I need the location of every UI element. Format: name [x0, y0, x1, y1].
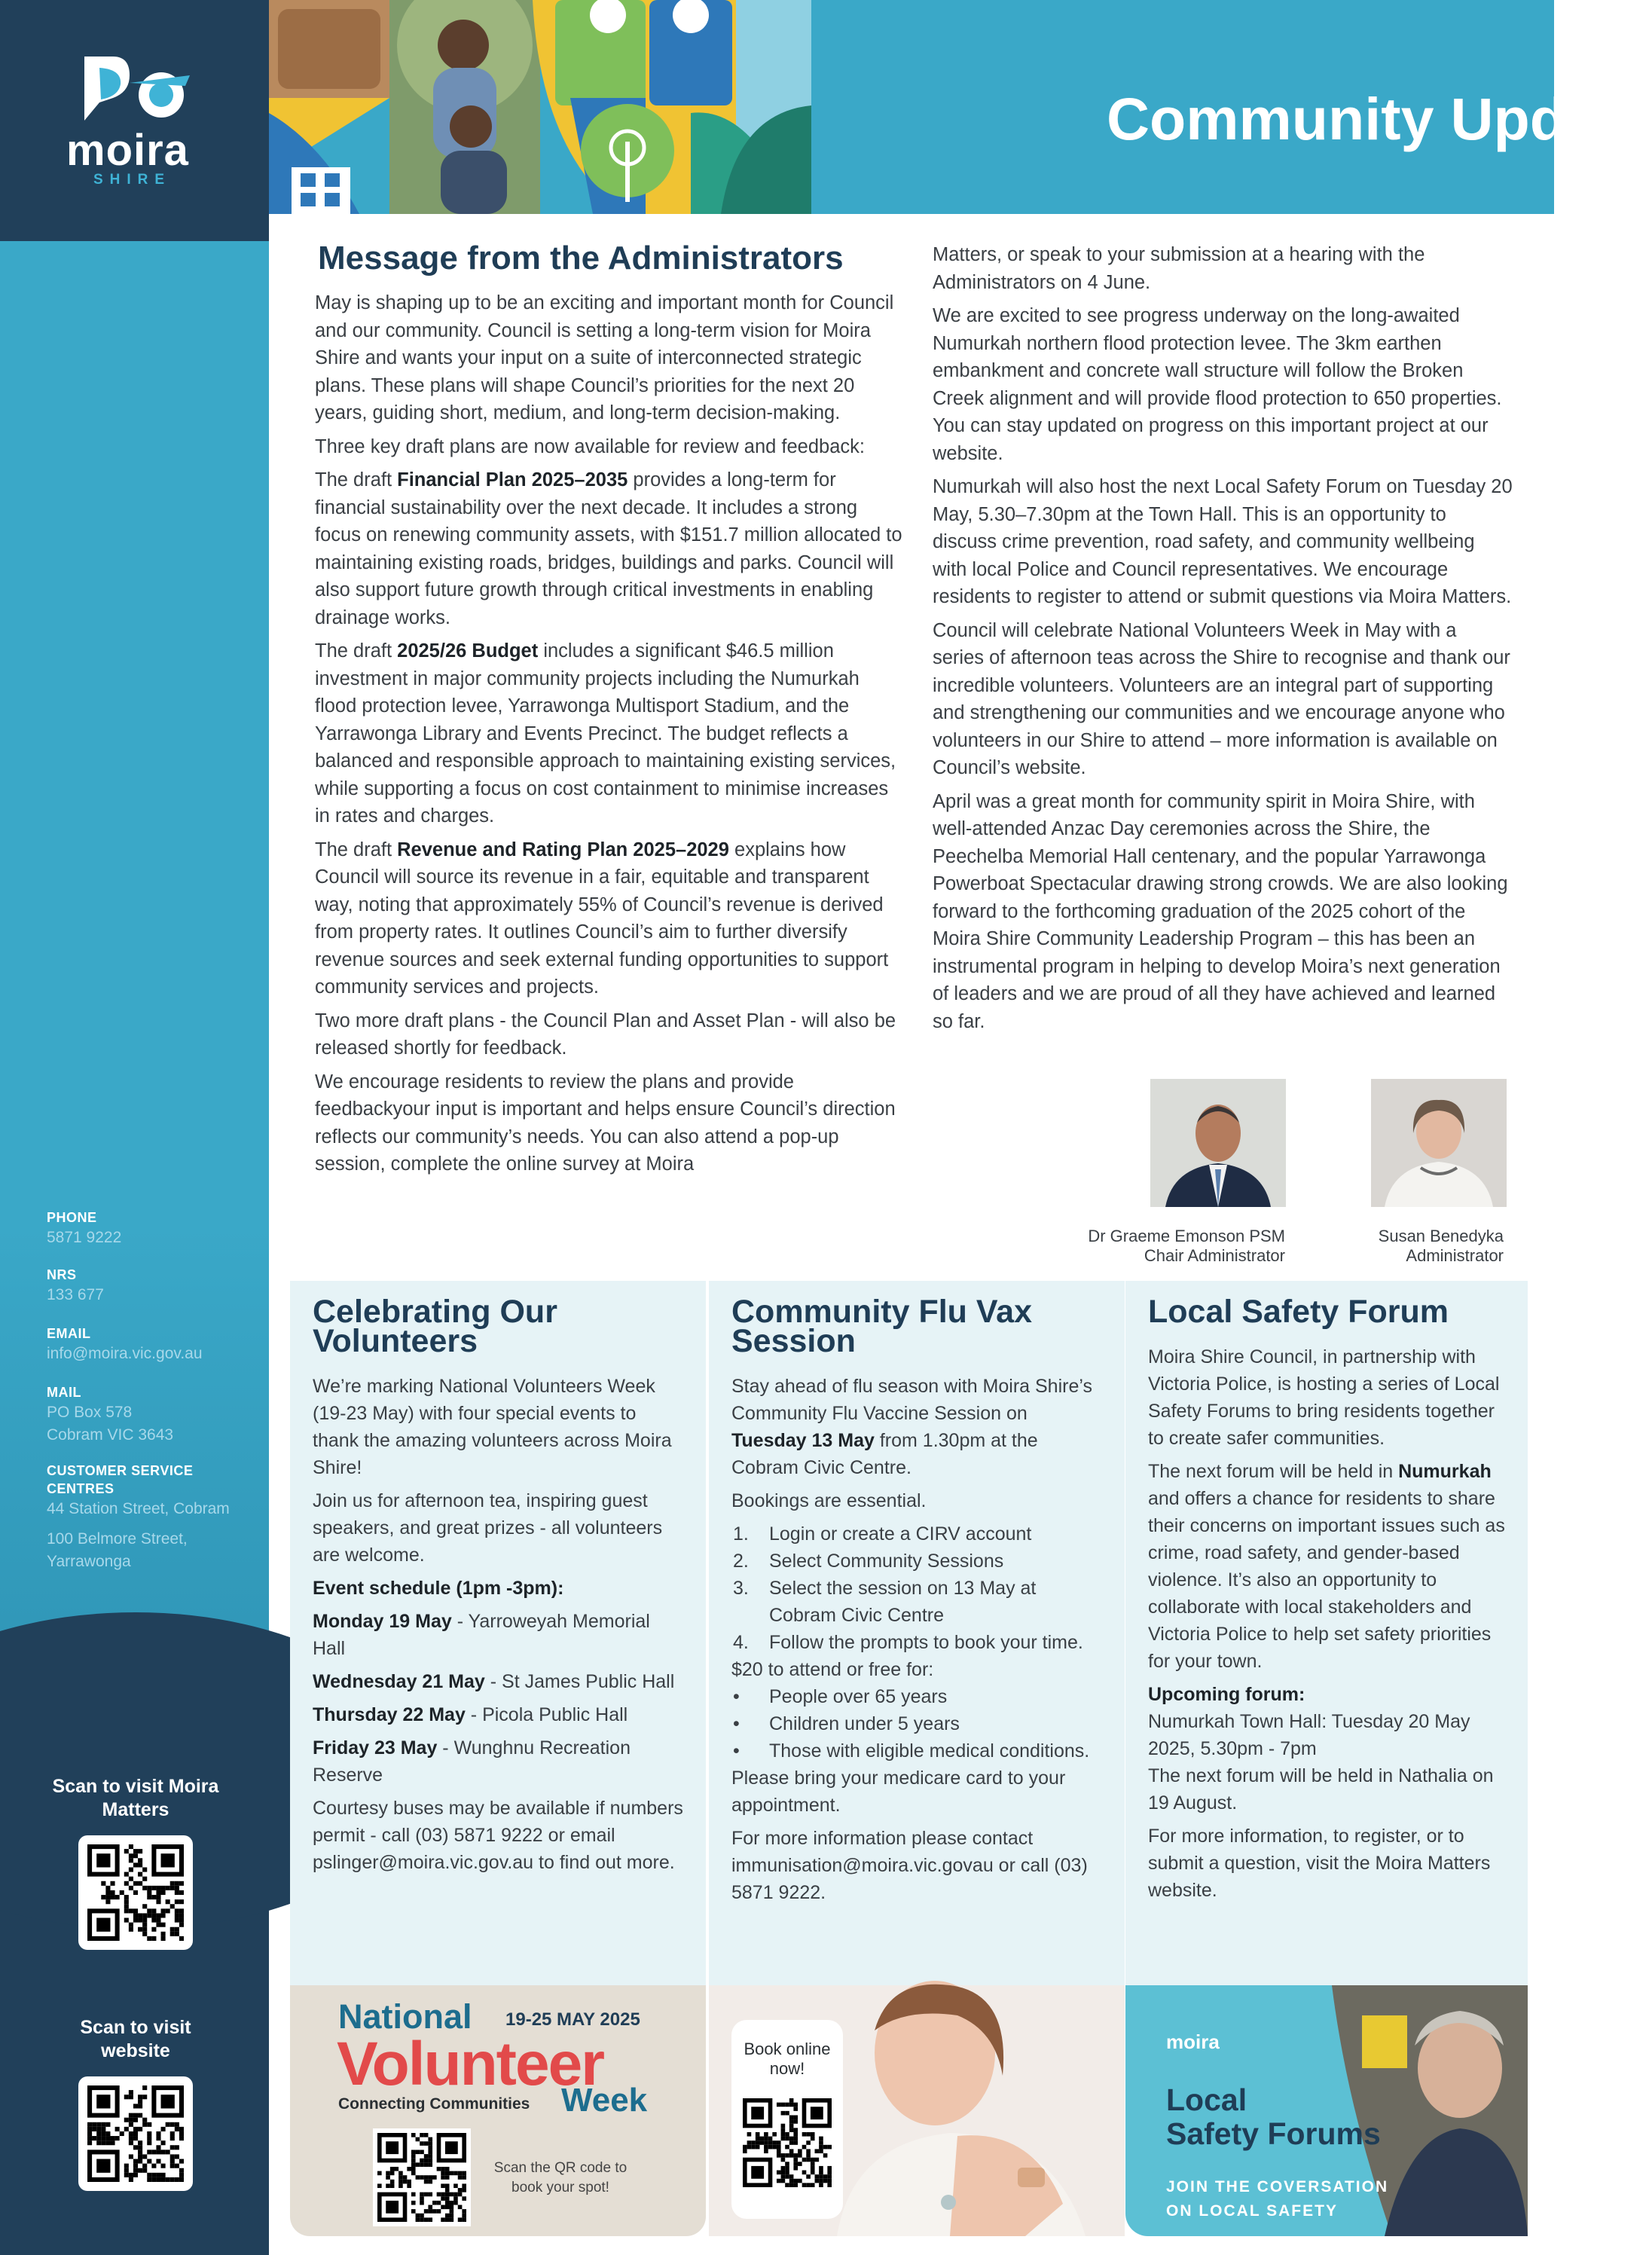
administrator-name: Susan Benedyka — [1378, 1227, 1504, 1245]
promo-cta-line: JOIN THE COVERSATION — [1166, 2178, 1389, 2195]
panel-body — [1148, 1343, 1505, 1904]
administrator-role: Chair Administrator — [1144, 1246, 1285, 1265]
article-paragraph: May is shaping up to be an exciting and important month for Council and our community. Council is setting a long-term vision for Moira Shire and wants your input on a suite of interconnected strategic plans. These plans will shape Council’s priorities for the next 20 years, guiding short, medium, and long-term decision-making. — [315, 292, 894, 423]
qr-code-icon[interactable] — [78, 2076, 193, 2191]
booking-step: 3. Select the session on 13 May at Cobram Civic Centre — [731, 1575, 1102, 1629]
step-number: 1. — [733, 1523, 749, 1545]
contact-entry — [47, 1325, 250, 1365]
contact-value[interactable]: 5871 9222 — [47, 1229, 122, 1246]
step-number: 2. — [733, 1551, 749, 1572]
booking-step: 1. Login or create a CIRV account — [731, 1520, 1102, 1548]
panel-body — [313, 1373, 683, 1876]
promo-week: Week — [561, 2082, 648, 2119]
qr-code-icon[interactable] — [743, 2098, 832, 2187]
booking-step: 4. Follow the prompts to book your time. — [731, 1629, 1102, 1656]
promo-tagline: Connecting Communities — [338, 2095, 530, 2113]
eligibility-item: • Children under 5 years — [731, 1710, 1102, 1737]
promo-qr-note: Scan the QR code to book your spot! — [493, 2160, 628, 2195]
safety-paragraph: Upcoming forum: Numurkah Town Hall: Tuesday 20 May 2025, 5.30pm - 7pm The next forum will be held in Nathalia on 19 August. — [1148, 1684, 1494, 1813]
promo-title-line: Safety Forums — [1166, 2116, 1381, 2151]
bold-text: Numurkah — [1398, 1461, 1492, 1482]
volunteers-paragraph: Courtesy buses may be available if numbers permit - call (03) 5871 9222 or email pslinger@moira.vic.gov.au to find out more. — [313, 1798, 683, 1873]
flu-medicare: Please bring your medicare card to your appointment. — [731, 1768, 1066, 1816]
moira-logo[interactable] — [60, 53, 211, 196]
safety-forum-panel — [1125, 1281, 1528, 1985]
panel-title: Celebrating Our Volunteers — [313, 1294, 557, 1359]
contact-entry — [47, 1208, 250, 1249]
administrator-signature — [1326, 1227, 1504, 1266]
safety-forum-promo[interactable] — [1125, 1985, 1528, 2236]
volunteer-week-promo[interactable] — [290, 1985, 706, 2236]
bold-text: Friday 23 May — [313, 1737, 438, 1758]
article-column-1 — [315, 289, 902, 1184]
panel-title: Local Safety Forum — [1148, 1294, 1449, 1330]
administrator-signature — [1024, 1227, 1285, 1266]
volunteers-paragraph: Join us for afternoon tea, inspiring guest speakers, and great prizes - all volunteers are welcome. — [313, 1490, 663, 1566]
article-paragraph: The draft 2025/26 Budget includes a significant $46.5 million investment in major community projects including the Numurkah flood protection levee, Yarrawonga Multisport Stadium, and the Yarrawonga Library and Events Precinct. The budget reflects a balanced and responsible approach to maintaining existing services, while supporting a focus on cost containment to minimise increases in rates and charges. — [315, 640, 896, 827]
volunteers-paragraph: Thursday 22 May - Picola Public Hall — [313, 1704, 628, 1725]
article-paragraph: We are excited to see progress underway on the long-awaited Numurkah northern flood protection levee. The 3km earthen embankment and concrete wall structure will follow the Broken Creek alignment and will provide flood protection to 650 properties. You can stay updated on progress on this important project at our website. — [933, 305, 1502, 464]
contact-entry — [47, 1462, 250, 1573]
article-paragraph: The draft Revenue and Rating Plan 2025–2029 explains how Council will source its revenue in a fair, equitable and transparent way, noting that approximately 55% of Council’s revenue is derived from property rates. It outlines Council’s aim to further diversify revenue sources and seek external funding opportunities to support community services and projects. — [315, 839, 889, 998]
step-number: 3. — [733, 1578, 749, 1599]
promo-title-line: Local — [1166, 2082, 1247, 2117]
article-paragraph: Three key draft plans are now available for review and feedback: — [315, 435, 865, 457]
moira-logo-mark-icon — [77, 53, 205, 128]
promo-brand: moira — [1166, 2030, 1220, 2053]
logo-subtitle: SHIRE — [93, 172, 172, 188]
administrator-portrait — [1371, 1079, 1507, 1207]
bold-text: 2025/26 Budget — [397, 640, 539, 662]
contact-value[interactable]: Cobram VIC 3643 — [47, 1426, 174, 1444]
promo-dates: 19-25 MAY 2025 — [505, 2009, 640, 2030]
flu-vax-promo[interactable] — [709, 1985, 1125, 2236]
contact-value: 100 Belmore Street, Yarrawonga — [47, 1530, 188, 1570]
page-title: Community Update — [1107, 85, 1652, 152]
article-paragraph: Matters, or speak to your submission at a hearing with the Administrators on 4 June. — [933, 244, 1425, 293]
volunteers-paragraph: Wednesday 21 May - St James Public Hall — [313, 1671, 675, 1692]
book-online-card[interactable] — [731, 2020, 843, 2219]
bold-text: Tuesday 13 May — [731, 1430, 875, 1451]
article-heading: Message from the Administrators — [318, 240, 844, 277]
panel-body — [731, 1373, 1102, 1906]
flu-intro: Stay ahead of flu season with Moira Shire’s Community Flu Vaccine Session on Tuesday 13 May from 1.30pm at the Cobram Civic Centre. — [731, 1376, 1092, 1478]
article-column-2 — [933, 241, 1513, 1041]
contact-value[interactable]: info@moira.vic.gov.au — [47, 1345, 203, 1362]
panel-title: Community Flu Vax Session — [731, 1294, 1033, 1359]
volunteers-paragraph: We’re marking National Volunteers Week (19-23 May) with four special events to thank the amazing volunteers across Moira Shire! — [313, 1376, 672, 1478]
article-paragraph: Council will celebrate National Volunteers Week in May with a series of afternoon teas across the Shire to recognise and thank our incredible volunteers. Volunteers are an integral part of supporting and strengthening our communities and we encourage anyone who volunteers in our Shire to attend – more information is available on Council’s website. — [933, 619, 1510, 778]
bold-text: Upcoming forum: — [1148, 1684, 1305, 1705]
qr-caption: Scan to visit website — [80, 2017, 191, 2061]
step-number: 4. — [733, 1632, 749, 1653]
promo-title — [1166, 2083, 1381, 2151]
sidebar-band — [0, 241, 269, 1221]
article-paragraph: April was a great month for community spirit in Moira Shire, with well-attended Anzac Day ceremonies across the Shire, the Peechelba Memorial Hall centenary, and the popular Yarrawonga Powerboat Spectacular drawing strong crowds. We are also looking forward to the forthcoming graduation of the 2025 cohort of the Moira Shire Community Leadership Program – this has been an instrumental program in helping to develop Moira’s next generation of leaders and we are proud of all they have achieved and learned so far. — [933, 790, 1508, 1032]
contact-label: PHONE — [47, 1210, 97, 1225]
contact-entry — [47, 1383, 250, 1447]
contact-label: CUSTOMER SERVICE CENTRES — [47, 1463, 194, 1496]
safety-paragraph: The next forum will be held in Numurkah and offers a chance for residents to share their concerns on important issues such as crime, road safety, and gender-based violence. It’s also an opportunity to collaborate with local stakeholders and Victoria Police to help set safety priorities for your town. — [1148, 1461, 1505, 1672]
administrator-name: Dr Graeme Emonson PSM — [1088, 1227, 1285, 1245]
promo-cta-line: ON LOCAL SAFETY — [1166, 2202, 1338, 2220]
article-paragraph: The draft Financial Plan 2025–2035 provides a long-term for financial sustainability over the next decade. It includes a strong focus on renewing community assets, with $151.7 million allocated to maintaining existing roads, bridges, buildings and parks. Council will also support future growth through critical investments in enabling drainage works. — [315, 469, 902, 628]
book-online-label: Book online now! — [744, 2040, 831, 2078]
page-header — [269, 0, 1652, 214]
bold-text: Revenue and Rating Plan 2025–2029 — [397, 839, 729, 860]
volunteers-paragraph — [313, 1575, 683, 1602]
bullet-icon: • — [733, 1713, 740, 1734]
flu-vax-panel — [709, 1281, 1125, 1985]
eligibility-item: • People over 65 years — [731, 1683, 1102, 1710]
article-paragraph: Two more draft plans - the Council Plan and Asset Plan - will also be released shortly for feedback. — [315, 1010, 896, 1059]
booking-step: 2. Select Community Sessions — [731, 1548, 1102, 1575]
contact-value — [47, 1520, 250, 1528]
person-icon — [1150, 1079, 1286, 1207]
qr-code-icon[interactable] — [78, 1835, 193, 1950]
bold-text: Financial Plan 2025–2035 — [397, 469, 628, 490]
contact-label: NRS — [47, 1267, 77, 1282]
person-icon — [1371, 1079, 1507, 1207]
bold-text: Monday 19 May — [313, 1611, 452, 1632]
contact-value: 133 677 — [47, 1286, 104, 1303]
header-illustration — [269, 0, 811, 214]
booking-steps — [731, 1520, 1102, 1656]
volunteers-panel — [290, 1281, 706, 1985]
contact-label: EMAIL — [47, 1326, 91, 1341]
contact-value: PO Box 578 — [47, 1404, 133, 1421]
eligibility-item: • Those with eligible medical conditions. — [731, 1737, 1102, 1765]
contact-entry — [47, 1266, 250, 1306]
safety-paragraph: Moira Shire Council, in partnership with Victoria Police, is hosting a series of Local Safety Forums to bring residents together to create safer communities. — [1148, 1346, 1500, 1449]
qr-caption: Scan to visit Moira Matters — [52, 1776, 219, 1820]
volunteers-paragraph: Friday 23 May - Wunghnu Recreation Reserve — [313, 1737, 631, 1786]
bold-text: Event schedule (1pm -3pm): — [313, 1578, 564, 1599]
bold-text: Wednesday 21 May — [313, 1671, 485, 1692]
volunteers-paragraph: Monday 19 May - Yarroweyah Memorial Hall — [313, 1611, 650, 1659]
administrator-role: Administrator — [1406, 1246, 1504, 1265]
promo-national: National — [338, 1997, 472, 2036]
contact-label: MAIL — [47, 1385, 81, 1400]
qr-moira-matters[interactable] — [45, 1775, 226, 1950]
bold-text: Thursday 22 May — [313, 1704, 466, 1725]
article-paragraph: Numurkah will also host the next Local Safety Forum on Tuesday 20 May, 5.30–7.30pm at the Town Hall. This is an opportunity to discuss crime prevention, road safety, and community wellbeing with local Police and Council representatives. We encourage residents to register to attend or submit questions via Moira Matters. — [933, 476, 1513, 607]
promo-volunteer: Volunteer — [337, 2030, 604, 2098]
flu-bookings: Bookings are essential. — [731, 1490, 927, 1511]
free-eligibility-list — [731, 1683, 1102, 1765]
qr-website[interactable] — [45, 2016, 226, 2191]
contact-value: 44 Station Street, Cobram — [47, 1500, 230, 1517]
bullet-icon: • — [733, 1686, 740, 1707]
safety-paragraph: For more information, to register, or to submit a question, visit the Moira Matters website. — [1148, 1826, 1491, 1901]
administrator-portrait — [1150, 1079, 1286, 1207]
article-paragraph: We encourage residents to review the plans and provide feedbackyour input is important and helps ensure Council’s direction reflects our community’s needs. You can also attend a pop-up session, complete the online survey at Moira — [315, 1071, 896, 1175]
bullet-icon: • — [733, 1740, 740, 1762]
flu-free-intro: $20 to attend or free for: — [731, 1659, 934, 1680]
sidebar — [0, 0, 269, 2255]
qr-code-icon[interactable] — [373, 2128, 471, 2226]
logo-wordmark: moira — [66, 126, 189, 175]
promo-cta — [1166, 2175, 1388, 2223]
flu-contact: For more information please contact immunisation@moira.vic.govau or call (03) 5871 9222. — [731, 1828, 1088, 1903]
